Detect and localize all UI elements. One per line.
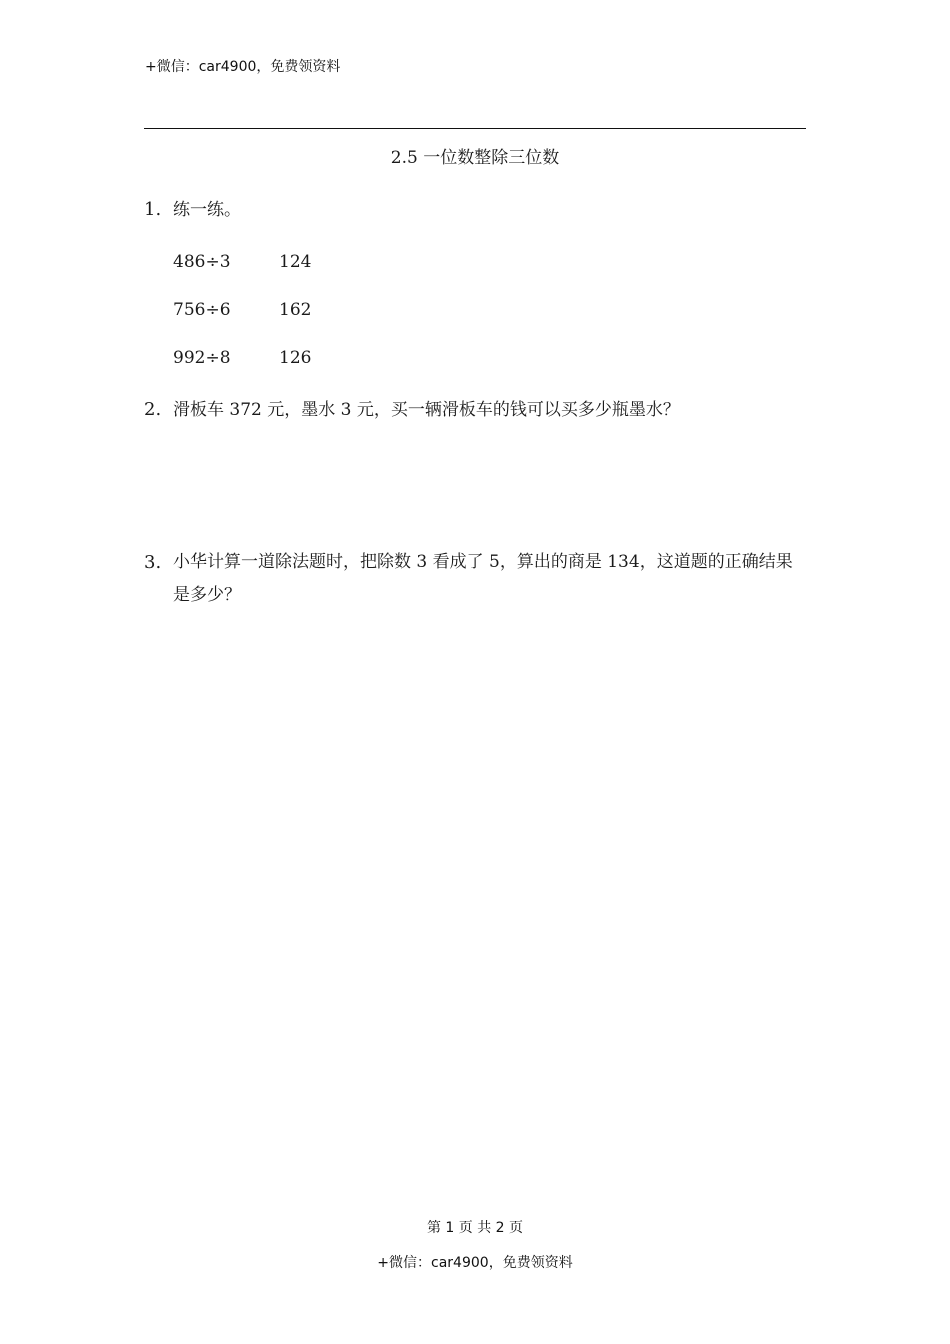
exercise-1-expression: 486÷3 xyxy=(173,252,231,272)
header-divider xyxy=(144,128,806,129)
question-3-number: 3. xyxy=(144,552,162,573)
question-2-number: 2. xyxy=(144,399,162,420)
header-watermark-note: +微信：car4900，免费领资料 xyxy=(145,59,341,75)
question-1-text: 练一练。 xyxy=(173,200,241,220)
footer-watermark-note: +微信：car4900，免费领资料 xyxy=(377,1255,573,1271)
exercise-2-expression: 756÷6 xyxy=(173,300,231,320)
question-3-text: 小华计算一道除法题时，把除数 3 看成了 5，算出的商是 134，这道题的正确结果是多少？ xyxy=(173,552,793,605)
question-2-text: 滑板车 372 元，墨水 3 元，买一辆滑板车的钱可以买多少瓶墨水？ xyxy=(173,400,680,420)
exercise-2-answer: 162 xyxy=(279,300,312,320)
exercise-3-expression: 992÷8 xyxy=(173,348,231,368)
exercise-3-answer: 126 xyxy=(279,348,312,368)
exercise-1-answer: 124 xyxy=(279,252,312,272)
page-title: 2.5 一位数整除三位数 xyxy=(390,148,560,168)
page-number-info: 第 1 页 共 2 页 xyxy=(426,1220,524,1236)
question-1-number: 1. xyxy=(144,199,162,220)
